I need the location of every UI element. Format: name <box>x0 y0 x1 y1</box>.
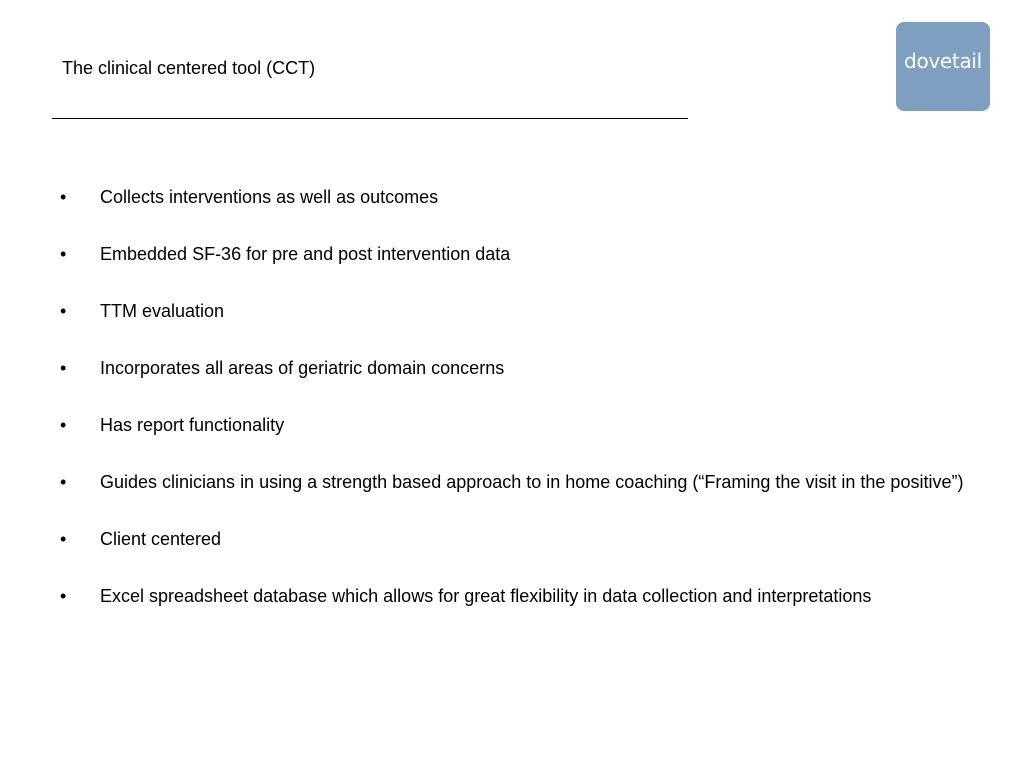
bullet-text: Incorporates all areas of geriatric domain concerns <box>100 358 505 378</box>
bullet-text: Embedded SF-36 for pre and post intervention data <box>100 244 511 264</box>
bullet-item <box>60 413 970 437</box>
bullet-item <box>60 242 970 266</box>
bullet-marker: • <box>60 187 67 207</box>
bullet-text: Guides clinicians in using a strength based approach to in home coaching (“Framing the visit in the positive”) <box>100 472 964 492</box>
bullet-item <box>60 356 970 380</box>
bullet-marker: • <box>60 415 67 435</box>
slide-title: The clinical centered tool (CCT) <box>62 58 316 78</box>
bullet-marker: • <box>60 472 67 492</box>
bullet-marker: • <box>60 358 67 378</box>
bullet-marker: • <box>60 586 67 606</box>
logo-text: dovetail <box>904 48 982 73</box>
dovetail-logo <box>896 22 990 111</box>
bullet-text: Client centered <box>100 529 222 549</box>
bullet-text: TTM evaluation <box>100 301 225 321</box>
bullet-list <box>60 185 970 641</box>
bullet-marker: • <box>60 301 67 321</box>
bullet-text: Has report functionality <box>100 415 285 435</box>
bullet-text: Collects interventions as well as outcomes <box>100 187 439 207</box>
bullet-item <box>60 185 970 209</box>
bullet-item <box>60 470 970 494</box>
title-divider <box>52 118 688 119</box>
bullet-item <box>60 584 970 608</box>
bullet-item <box>60 299 970 323</box>
bullet-marker: • <box>60 244 67 264</box>
bullet-item <box>60 527 970 551</box>
bullet-text: Excel spreadsheet database which allows for great flexibility in data collection and interpretations <box>100 586 872 606</box>
bullet-marker: • <box>60 529 67 549</box>
